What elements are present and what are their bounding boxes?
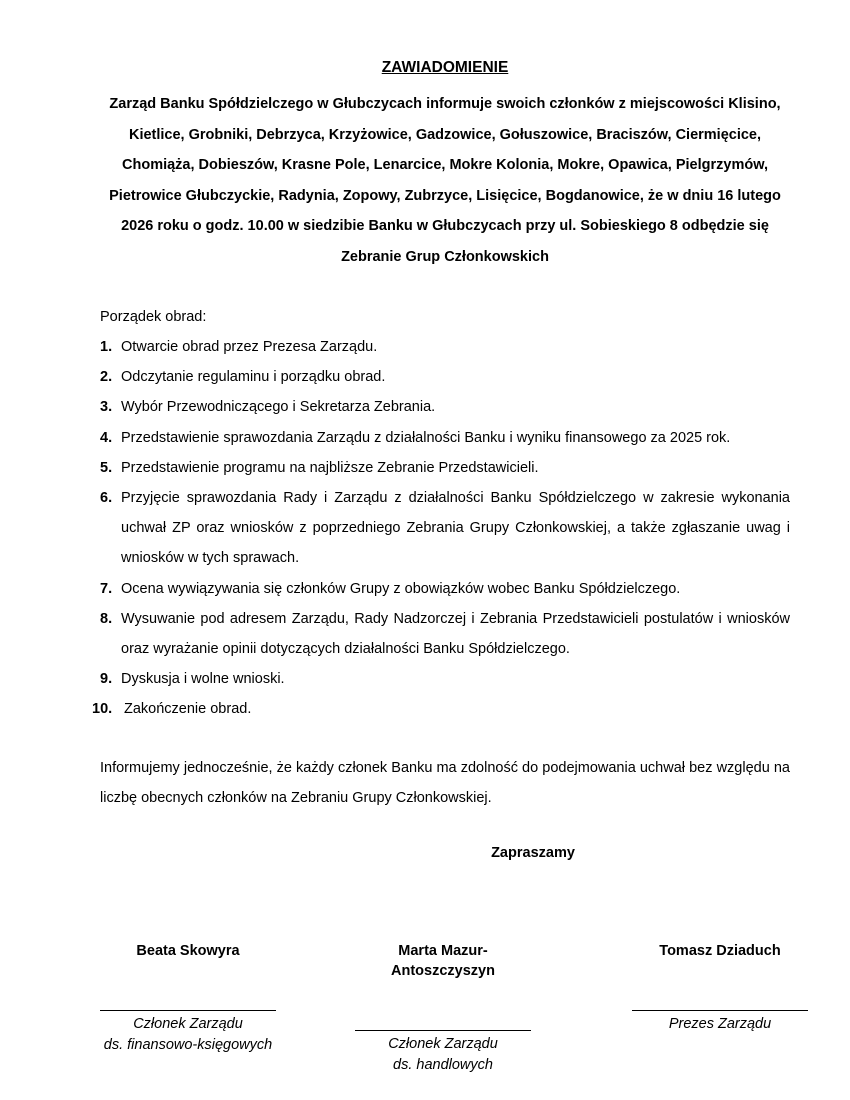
- intro-line: Chomiąża, Dobieszów, Krasne Pole, Lenarcice, Mokre Kolonia, Mokre, Opawica, Pielgrzymów,: [122, 157, 768, 173]
- signature-line: [632, 1010, 808, 1056]
- signer-title: Prezes Zarządu: [668, 1016, 772, 1033]
- intro-paragraph: [100, 89, 790, 272]
- note-paragraph: Informujemy jednocześnie, że każdy członek Banku ma zdolność do podejmowania uchwał bez względu na liczbę obecnych członków na Zebraniu Grupy Członkowskiej.: [100, 759, 790, 806]
- signature-column-president: [632, 941, 808, 1076]
- intro-line: Zarząd Banku Spółdzielczego w Głubczycach informuje swoich członków z miejscowości Klisino,: [109, 96, 781, 112]
- agenda-item-text: Odczytanie regulaminu i porządku obrad.: [121, 369, 386, 386]
- agenda-item-text: Wybór Przewodniczącego i Sekretarza Zebrania.: [121, 399, 436, 416]
- signature-line: [355, 1030, 531, 1076]
- agenda-item: [100, 332, 790, 362]
- agenda-item: [100, 483, 790, 574]
- signature-block: [100, 941, 850, 1076]
- agenda-item: [92, 694, 790, 724]
- closing-word: Zapraszamy: [491, 845, 575, 862]
- intro-line: Pietrowice Głubczyckie, Radynia, Zopowy, Zubrzyce, Lisięcice, Bogdanowice, że w dniu 16 lutego: [109, 187, 781, 204]
- signer-name: Beata Skowyra: [136, 943, 240, 960]
- signer-title: ds. handlowych: [393, 1057, 493, 1074]
- signature-line: [100, 1010, 276, 1056]
- document-title: ZAWIADOMIENIE: [381, 59, 509, 76]
- agenda-item: [100, 423, 790, 453]
- agenda-item-number: 2.: [100, 369, 113, 386]
- intro-line: Zebranie Grup Członkowskich: [341, 248, 549, 265]
- agenda-item-text: Zakończenie obrad.: [124, 701, 252, 718]
- signer-title: Członek Zarządu: [133, 1016, 243, 1033]
- agenda-item: [100, 362, 790, 392]
- agenda-item-text: Przyjęcie sprawozdania Rady i Zarządu z działalności Banku Spółdzielczego w zakresie wykonania uchwał ZP oraz wniosków z poprzedniego Zebrania Grupy Członkowskiej, a także zgłaszanie uwag i wniosków w tych sprawach.: [121, 490, 790, 567]
- agenda-item: [100, 664, 790, 694]
- signer-title: ds. finansowo-księgowych: [103, 1037, 273, 1054]
- agenda-item: [100, 453, 790, 483]
- agenda-heading: Porządek obrad:: [100, 309, 207, 325]
- signer-name: Marta Mazur-Antoszczyszyn: [391, 943, 495, 980]
- intro-line: Kietlice, Grobniki, Debrzyca, Krzyżowice, Gadzowice, Gołuszowice, Braciszów, Ciermięcice,: [128, 126, 762, 143]
- signature-column-member-trade: [355, 941, 531, 1076]
- agenda-item: [100, 574, 790, 604]
- agenda-item-number: 8.: [100, 610, 113, 627]
- agenda-item-text: Przedstawienie programu na najbliższe Zebranie Przedstawicieli.: [121, 459, 539, 476]
- agenda-item: [100, 604, 790, 664]
- agenda-item-text: Wysuwanie pod adresem Zarządu, Rady Nadzorczej i Zebrania Przedstawicieli postulatów i wniosków oraz wyrażanie opinii dotyczących działalności Banku Spółdzielczego.: [121, 610, 790, 658]
- agenda-item-number: 10.: [92, 701, 113, 718]
- agenda-item-number: 7.: [100, 580, 113, 597]
- signer-name: Tomasz Dziaduch: [659, 943, 781, 960]
- agenda-item-number: 1.: [100, 339, 113, 355]
- agenda-item-text: Dyskusja i wolne wnioski.: [121, 671, 285, 688]
- agenda-item-number: 3.: [100, 399, 113, 416]
- signer-title: Członek Zarządu: [388, 1036, 498, 1053]
- agenda-item-text: Ocena wywiązywania się członków Grupy z obowiązków wobec Banku Spółdzielczego.: [121, 580, 681, 597]
- agenda-item-number: 6.: [100, 490, 113, 507]
- agenda-list: [92, 332, 790, 725]
- signer-title: [632, 1035, 808, 1056]
- agenda-item-number: 4.: [100, 429, 113, 446]
- agenda-item-number: 9.: [100, 671, 113, 688]
- agenda-item-text: Przedstawienie sprawozdania Zarządu z działalności Banku i wyniku finansowego za 2025 rok.: [121, 429, 731, 446]
- intro-line: 2026 roku o godz. 10.00 w siedzibie Banku w Głubczycach przy ul. Sobieskiego 8 odbędzie się: [121, 218, 769, 234]
- signature-column-member-finance: [100, 941, 276, 1076]
- agenda-item: [100, 392, 790, 422]
- agenda-item-number: 5.: [100, 459, 113, 476]
- agenda-item-text: Otwarcie obrad przez Prezesa Zarządu.: [121, 339, 378, 355]
